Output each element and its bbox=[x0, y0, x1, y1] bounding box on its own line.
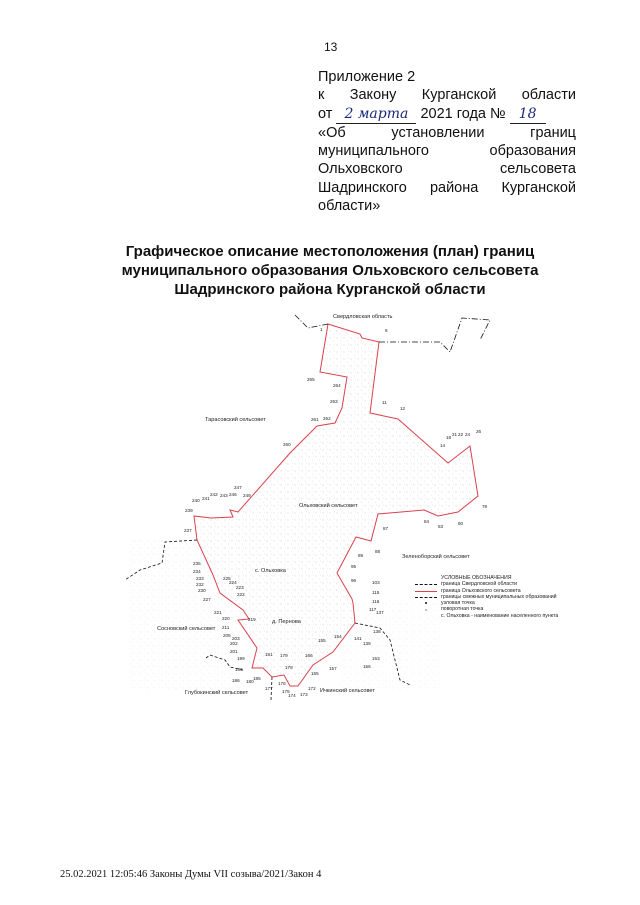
region-label-tarasovsky: Тарасовский сельсовет bbox=[205, 417, 266, 423]
boundary-point-label: 22 bbox=[458, 432, 464, 437]
boundary-point-label: 264 bbox=[333, 383, 341, 388]
boundary-point-label: 261 bbox=[311, 417, 319, 422]
legend-label: граница Свердловской области bbox=[441, 581, 518, 588]
boundary-point-label: 232 bbox=[196, 582, 204, 587]
boundary-point-label: 141 bbox=[354, 636, 362, 641]
turning-point-icon bbox=[415, 607, 437, 613]
region-label-sverdlovsk: Свердловская область bbox=[333, 314, 393, 320]
handwritten-number: 18 bbox=[510, 105, 546, 124]
boundary-point-label: 249 bbox=[243, 493, 251, 498]
legend-label: граница Ольховского сельсовета bbox=[441, 587, 521, 594]
boundary-point-label: 260 bbox=[283, 442, 291, 447]
boundary-point-label: 201 bbox=[230, 649, 238, 654]
settlement-label-pernova: д. Пернова bbox=[272, 619, 301, 625]
node-point-icon bbox=[415, 600, 437, 606]
boundary-point-label: 241 bbox=[202, 496, 210, 501]
boundary-point-label: 223 bbox=[236, 585, 244, 590]
boundary-point-label: 87 bbox=[383, 526, 389, 531]
boundary-point-label: 227 bbox=[203, 597, 211, 602]
boundary-point-label: 84 bbox=[424, 519, 430, 524]
word: к bbox=[318, 87, 325, 104]
handwritten-date: 2 марта bbox=[336, 105, 416, 124]
boundary-point-label: 26 bbox=[476, 429, 482, 434]
legend-title: УСЛОВНЫЕ ОБОЗНАЧЕНИЯ bbox=[441, 575, 512, 581]
boundary-point-label: 117 bbox=[369, 607, 377, 612]
title-line-3: Шадринского района Курганской области bbox=[174, 281, 486, 298]
region-label-ichkinsky: Ичкинский сельсовет bbox=[320, 688, 375, 694]
boundary-point-label: 78 bbox=[482, 504, 488, 509]
boundary-point-label: 156 bbox=[363, 664, 371, 669]
legend-item bbox=[415, 613, 558, 619]
boundary-point-label: 205 bbox=[223, 633, 231, 638]
boundary-point-label: 234 bbox=[193, 569, 201, 574]
boundary-point-label: 1 bbox=[320, 327, 323, 332]
boundary-point-label: 12 bbox=[400, 406, 406, 411]
boundary-point-label: 222 bbox=[237, 592, 245, 597]
boundary-point-label: 166 bbox=[305, 653, 313, 658]
boundary-point-label: 21 bbox=[452, 432, 458, 437]
legend-label: с. Ольховка - наименование населенного пункта bbox=[441, 612, 559, 619]
boundary-point-label: 177 bbox=[265, 686, 273, 691]
region-label-sosnovsky: Сосновский сельсовет bbox=[157, 626, 216, 632]
red-line-icon bbox=[415, 588, 437, 594]
boundary-point-label: 196 bbox=[235, 667, 243, 672]
boundary-point-label: 203 bbox=[232, 636, 240, 641]
boundary-point-label: 155 bbox=[318, 638, 326, 643]
boundary-point-label: 88 bbox=[375, 549, 381, 554]
boundary-point-label: 103 bbox=[372, 580, 380, 585]
boundary-point-label: 172 bbox=[308, 686, 316, 691]
boundary-point-label: 175 bbox=[282, 689, 290, 694]
boundary-point-label: 181 bbox=[265, 652, 273, 657]
boundary-point-label: 199 bbox=[237, 656, 245, 661]
boundary-point-label: 24 bbox=[465, 432, 471, 437]
boundary-point-label: 153 bbox=[372, 656, 380, 661]
annex-line-8: области» bbox=[318, 198, 381, 215]
word: 2021 года № bbox=[420, 105, 506, 122]
boundary-point-label: 240 bbox=[192, 498, 200, 503]
boundary-point-label: 14 bbox=[440, 443, 446, 448]
region-label-glubokinsky: Глубокинский сельсовет bbox=[185, 690, 249, 696]
document-footer: 25.02.2021 12:05:46 Законы Думы VII созыва/2021/Закон 4 bbox=[60, 869, 322, 880]
boundary-point-label: 185 bbox=[253, 676, 261, 681]
boundary-point-label: 211 bbox=[222, 625, 230, 630]
word: «Об bbox=[318, 124, 346, 141]
boundary-point-label: 247 bbox=[234, 485, 242, 490]
boundary-point-label: 235 bbox=[193, 561, 201, 566]
word: муниципального bbox=[318, 143, 429, 160]
boundary-point-label: 80 bbox=[458, 521, 464, 526]
boundary-point-label: 96 bbox=[351, 578, 357, 583]
boundary-point-label: 139 bbox=[363, 641, 371, 646]
boundary-point-label: 262 bbox=[323, 416, 331, 421]
boundary-point-label: 242 bbox=[210, 492, 218, 497]
word: Курганской bbox=[501, 179, 576, 196]
boundary-point-label: 89 bbox=[358, 553, 364, 558]
boundary-point-label: 237 bbox=[184, 528, 192, 533]
boundary-point-label: 186 bbox=[232, 678, 240, 683]
title-line-1: Графическое описание местоположения (план) границ bbox=[125, 243, 535, 260]
dash-dot-line-icon bbox=[415, 581, 437, 587]
boundary-point-label: 202 bbox=[230, 641, 238, 646]
boundary-point-label: 219 bbox=[248, 617, 256, 622]
word: Ольховского bbox=[318, 161, 403, 178]
boundary-point-label: 138 bbox=[373, 629, 381, 634]
page-number: 13 bbox=[324, 40, 338, 54]
boundary-point-label: 115 bbox=[372, 590, 380, 595]
title-line-2: муниципального образования Ольховского сельсовета bbox=[121, 262, 539, 279]
boundary-point-label: 243 bbox=[220, 493, 228, 498]
boundary-point-label: 224 bbox=[229, 580, 237, 585]
boundary-point-label: 225 bbox=[223, 576, 231, 581]
legend-item bbox=[415, 594, 558, 600]
legend-label: поворотная точка bbox=[441, 606, 484, 613]
boundary-point-label: 180 bbox=[246, 679, 254, 684]
boundary-point-label: 220 bbox=[222, 616, 230, 621]
boundary-point-label: 233 bbox=[196, 576, 204, 581]
boundary-point-label: 18 bbox=[446, 435, 452, 440]
annex-line-1: Приложение 2 bbox=[318, 69, 416, 85]
word: Курганской bbox=[421, 87, 497, 104]
word: границ bbox=[530, 124, 576, 141]
region-label-zelenoborsky: Зеленоборский сельсовет bbox=[402, 554, 470, 560]
word: установлении bbox=[391, 124, 485, 141]
boundary-point-label: 137 bbox=[376, 610, 384, 615]
boundary-point-label: 83 bbox=[438, 524, 444, 529]
dashed-line-icon bbox=[415, 594, 437, 600]
boundary-point-label: 246 bbox=[229, 492, 237, 497]
boundary-point-label: 230 bbox=[198, 588, 206, 593]
word: от bbox=[318, 105, 333, 122]
boundary-point-label: 8 bbox=[385, 328, 388, 333]
settlement-label-olkhovka: с. Ольховка bbox=[255, 568, 286, 574]
boundary-point-label: 174 bbox=[288, 693, 296, 698]
legend-label: границы смежных муниципальных образований bbox=[441, 593, 557, 600]
word: Шадринского bbox=[318, 179, 407, 196]
boundary-point-label: 11 bbox=[382, 400, 387, 405]
boundary-point-label: 263 bbox=[330, 399, 338, 404]
boundary-point-label: 116 bbox=[372, 599, 380, 604]
boundary-point-label: 265 bbox=[307, 377, 315, 382]
map-legend bbox=[415, 575, 558, 619]
word: образования bbox=[489, 143, 576, 160]
boundary-point-label: 178 bbox=[285, 665, 293, 670]
boundary-point-label: 157 bbox=[329, 666, 337, 671]
boundary-point-label: 176 bbox=[278, 681, 286, 686]
boundary-point-label: 154 bbox=[334, 634, 342, 639]
boundary-point-label: 173 bbox=[300, 692, 308, 697]
word: района bbox=[429, 179, 479, 196]
boundary-point-label: 221 bbox=[214, 610, 222, 615]
word: области bbox=[521, 87, 576, 104]
word: Закону bbox=[349, 87, 397, 104]
boundary-point-label: 239 bbox=[185, 508, 193, 513]
boundary-point-label: 95 bbox=[351, 564, 357, 569]
boundary-point-label: 165 bbox=[311, 671, 319, 676]
word: сельсовета bbox=[500, 161, 576, 178]
legend-label: узловая точка bbox=[441, 600, 475, 607]
region-label-olkhovsky: Ольховский сельсовет bbox=[299, 503, 358, 509]
boundary-point-label: 179 bbox=[280, 653, 288, 658]
